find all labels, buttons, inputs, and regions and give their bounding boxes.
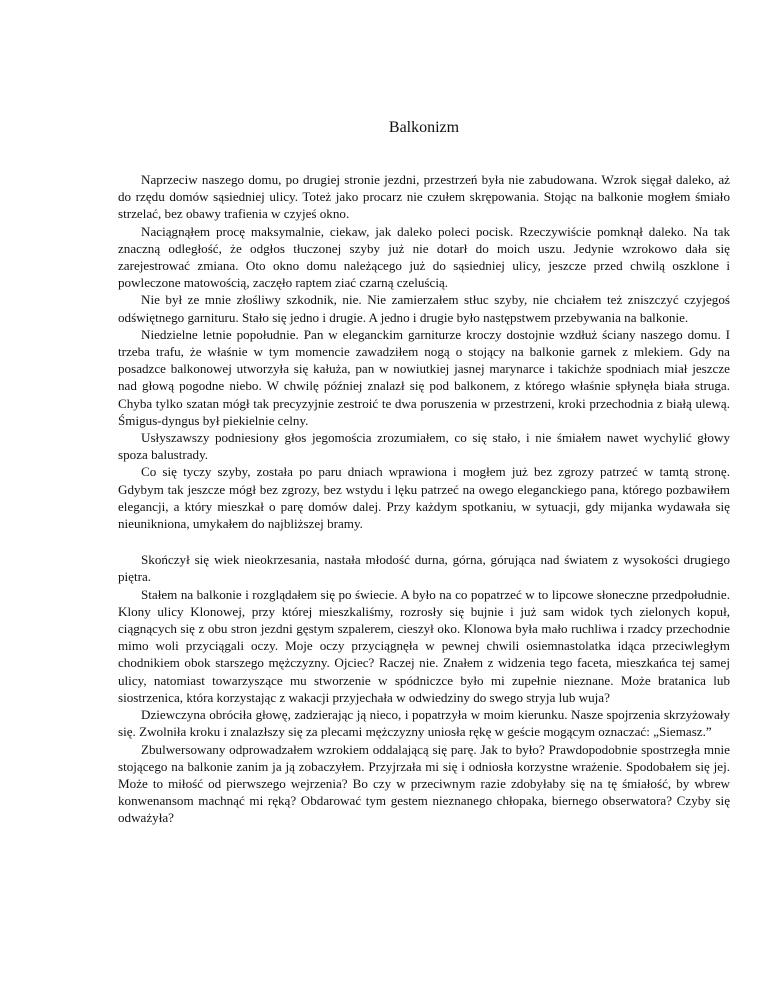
section-2: [118, 551, 730, 826]
paragraph: Stałem na balkonie i rozglądałem się po świecie. A było na co popatrzeć w to lipcowe słoneczne przedpołudnie. Klony ulicy Klonowej, przy której mieszkaliśmy, rozrosły się bujnie i już sam widok tych zielonych kopuł, ciągnących się z obu stron jezdni gęstym szpalerem, cieszył oko. Klonowa była mało ruchliwa i rzadcy przechodnie mimo woli przyciągali oczy. Moje oczy przyciągnęła w pewnej chwili osiemnastolatka idąca przeciwległym chodnikiem obok starszego mężczyzny. Ojciec? Raczej nie. Znałem z widzenia tego faceta, mieszkańca tej samej ulicy, natomiast towarzyszące mu stworzenie w spódniczce było mi zupełnie nieznane. Może bratanica lub siostrzenica, która korzystając z wakacji przyjechała w odwiedziny do swego stryja lub wuja?: [118, 586, 730, 705]
section-break: [118, 532, 730, 551]
paragraph: Zbulwersowany odprowadzałem wzrokiem oddalającą się parę. Jak to było? Prawdopodobnie spostrzegła mnie stojącego na balkonie zanim ja ją zobaczyłem. Przyjrzała mi się i odniosła korzystne wrażenie. Spodobałem się jej. Może to miłość od pierwszego wejrzenia? Bo czy w przeciwnym razie zdobyłaby się na tę śmiałość, by wbrew konwenansom machnąć mi ręką? Obdarować tym gestem nieznanego chłopaka, biernego obserwatora? Czyby się odważyła?: [118, 741, 730, 826]
paragraph: Nie był ze mnie złośliwy szkodnik, nie. Nie zamierzałem stłuc szyby, nie chciałem też zniszczyć czyjegoś odświętnego garnituru. Stało się jedno i drugie. A jedno i drugie było następstwem przebywania na balkonie.: [118, 292, 730, 325]
paragraph: Dziewczyna obróciła głowę, zadzierając ją nieco, i popatrzyła w moim kierunku. Nasze spojrzenia skrzyżowały się. Zwolniła kroku i znalazłszy się za plecami mężczyzny uniosła rękę w geście mogącym oznaczać: „Siemasz.”: [118, 707, 730, 740]
paragraph: Naciągnąłem procę maksymalnie, ciekaw, jak daleko poleci pocisk. Rzeczywiście pomknął daleko. Na tak znaczną odległość, że odgłos tłuczonej szyby już nie dotarł do moich uszu. Jedynie wzrokowo dała się zarejestrować zmiana. Oto okno domu należącego już do sąsiedniej ulicy, jeszcze przed chwilą oszklone i powleczone matowością, zaczęło raptem ziać czarną czeluścią.: [118, 223, 730, 291]
paragraph: Skończył się wiek nieokrzesania, nastała młodość durna, górna, górująca nad światem z wysokości drugiego piętra.: [118, 552, 730, 585]
document-title: Balkonizm: [388, 119, 460, 136]
paragraph: Niedzielne letnie popołudnie. Pan w eleganckim garniturze kroczy dostojnie wzdłuż ściany naszego domu. I trzeba trafu, że właśnie w tym momencie zawadziłem nogą o stojący na balkonie garnek z mlekiem. Gdy na posadzce balkonowej utworzyła się kałuża, pan w nowiutkiej jasnej marynarce i takichże spodniach miał jeszcze nad głową pogodne niebo. W chwilę później znalazł się pod balkonem, z którego właśnie spłynęła biała struga. Chyba tylko szatan mógł tak precyzyjnie zestroić te dwa poruszenia w przestrzeni, kroki przechodnia z białą ulewą. Śmigus-dyngus był piekielnie celny.: [118, 326, 730, 428]
paragraph: Usłyszawszy podniesiony głos jegomościa zrozumiałem, co się stało, i nie śmiałem nawet wychylić głowy spoza balustrady.: [118, 430, 730, 463]
document-page: [118, 118, 730, 827]
section-1: [118, 171, 730, 532]
paragraph: Naprzeciw naszego domu, po drugiej stronie jezdni, przestrzeń była nie zabudowana. Wzrok sięgał daleko, aż do rzędu domów sąsiedniej ulicy. Toteż jako procarz nie czułem skrępowania. Stojąc na balkonie mogłem śmiało strzelać, bez obawy trafienia w czyjeś okno.: [118, 172, 730, 222]
paragraph: Co się tyczy szyby, została po paru dniach wprawiona i mogłem już bez zgrozy patrzeć w tamtą stronę. Gdybym tak jeszcze mógł bez zgrozy, bez wstydu i lęku patrzeć na owego eleganckiego pana, którego pozbawiłem elegancji, a który mieszkał o parę domów dalej. Przy każdym spotkaniu, w sytuacji, gdy mijanka wydawała się nieunikniona, umykałem do najbliższej bramy.: [118, 464, 730, 532]
